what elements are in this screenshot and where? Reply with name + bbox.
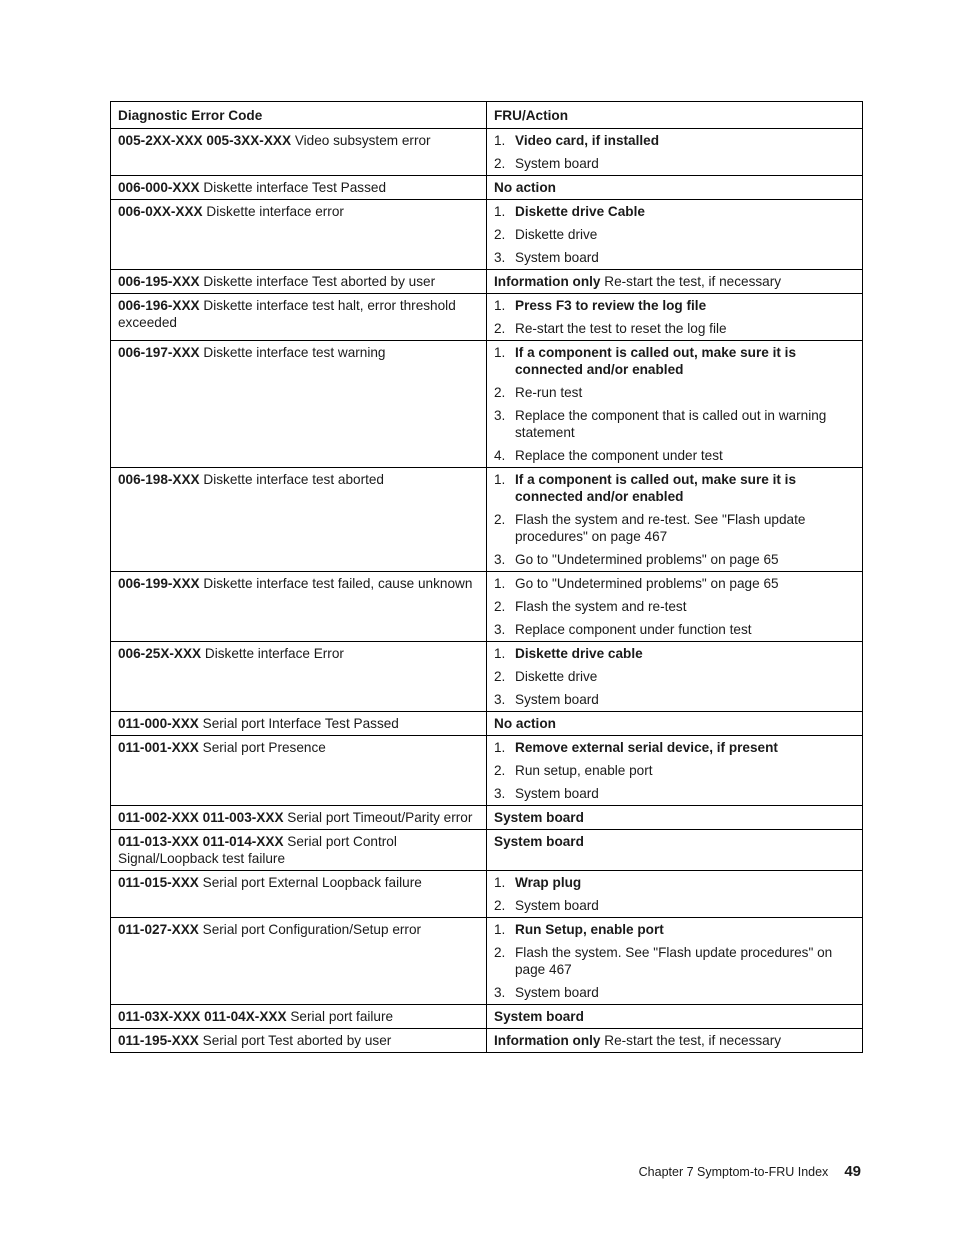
action-label: System board [494, 834, 584, 849]
error-code: 006-195-XXX [118, 274, 200, 289]
error-description: Serial port Presence [202, 740, 326, 755]
error-code-cell [111, 294, 487, 341]
action-step [494, 621, 856, 638]
error-code: 011-002-XXX 011-003-XXX [118, 810, 284, 825]
table-body [111, 129, 863, 1053]
table-row [111, 270, 863, 294]
action-step [494, 668, 856, 685]
error-description: Serial port Configuration/Setup error [202, 922, 422, 937]
error-code-cell [111, 642, 487, 712]
chapter-title: Chapter 7 Symptom-to-FRU Index [638, 1165, 829, 1179]
fru-action-cell [487, 918, 863, 1005]
error-code-cell [111, 341, 487, 468]
step-text: Press F3 to review the log file [515, 298, 707, 313]
step-text: System board [515, 250, 599, 265]
step-text: Diskette drive cable [515, 646, 643, 661]
error-code: 011-195-XXX [118, 1033, 199, 1048]
step-text: Diskette drive [515, 227, 598, 242]
fru-action-cell [487, 294, 863, 341]
error-code: 006-000-XXX [118, 180, 200, 195]
step-number: 4. [494, 448, 506, 463]
error-code: 006-198-XXX [118, 472, 200, 487]
error-code-cell [111, 572, 487, 642]
error-description: Serial port Timeout/Parity error [287, 810, 473, 825]
error-code-cell [111, 918, 487, 1005]
error-code-cell [111, 176, 487, 200]
action-step [494, 511, 856, 545]
table-row [111, 642, 863, 712]
error-code: 006-197-XXX [118, 345, 200, 360]
step-text: Go to "Undetermined problems" on page 65 [515, 576, 779, 591]
error-description: Diskette interface Error [204, 646, 344, 661]
step-number: 1. [494, 204, 506, 219]
action-label: No action [494, 716, 556, 731]
step-text: Flash the system. See "Flash update procedures" on page 467 [515, 945, 833, 977]
action-steps-list [494, 203, 856, 266]
table-row [111, 294, 863, 341]
fru-action-cell [487, 129, 863, 176]
table-row [111, 1029, 863, 1053]
fru-action-cell [487, 806, 863, 830]
step-text: System board [515, 985, 599, 1000]
error-code-cell [111, 806, 487, 830]
step-text: Replace the component that is called out in warning statement [515, 408, 827, 440]
action-step [494, 551, 856, 568]
error-description: Diskette interface test halt, error threshold exceeded [118, 298, 456, 330]
action-steps-list [494, 132, 856, 172]
error-code: 005-2XX-XXX 005-3XX-XXX [118, 133, 292, 148]
error-description: Serial port External Loopback failure [202, 875, 422, 890]
error-description: Diskette interface test warning [203, 345, 386, 360]
error-code: 011-001-XXX [118, 740, 199, 755]
action-step [494, 407, 856, 441]
step-number: 2. [494, 669, 506, 684]
action-step [494, 384, 856, 401]
step-number: 3. [494, 622, 506, 637]
fru-action-cell [487, 176, 863, 200]
action-step [494, 874, 856, 891]
action-step [494, 645, 856, 662]
fru-action-cell [487, 830, 863, 871]
step-number: 2. [494, 385, 506, 400]
action-step [494, 739, 856, 756]
action-text: Re-start the test, if necessary [604, 274, 782, 289]
error-description: Serial port Control Signal/Loopback test failure [118, 834, 397, 866]
step-text: Run setup, enable port [515, 763, 653, 778]
step-text: If a component is called out, make sure it is connected and/or enabled [515, 345, 797, 377]
action-step [494, 984, 856, 1001]
table-row [111, 129, 863, 176]
step-number: 3. [494, 692, 506, 707]
action-step [494, 155, 856, 172]
error-description: Diskette interface Test Passed [203, 180, 387, 195]
step-number: 3. [494, 250, 506, 265]
action-step [494, 203, 856, 220]
table-row [111, 918, 863, 1005]
column-header-action: FRU/Action [487, 102, 863, 129]
action-step [494, 447, 856, 464]
step-text: System board [515, 786, 599, 801]
step-number: 1. [494, 646, 506, 661]
fru-action-cell [487, 200, 863, 270]
fru-action-cell [487, 341, 863, 468]
table-row [111, 572, 863, 642]
error-code: 011-013-XXX 011-014-XXX [118, 834, 284, 849]
error-code: 006-0XX-XXX [118, 204, 203, 219]
action-step [494, 691, 856, 708]
action-steps-list [494, 739, 856, 802]
error-description: Video subsystem error [294, 133, 431, 148]
fru-action-cell [487, 572, 863, 642]
step-number: 2. [494, 321, 506, 336]
action-label: No action [494, 180, 556, 195]
step-text: Video card, if installed [515, 133, 660, 148]
action-step [494, 249, 856, 266]
action-label: Information only [494, 1033, 601, 1048]
step-number: 2. [494, 512, 506, 527]
action-steps-list [494, 344, 856, 464]
error-description: Diskette interface Test aborted by user [203, 274, 436, 289]
step-text: Go to "Undetermined problems" on page 65 [515, 552, 779, 567]
fru-action-cell [487, 270, 863, 294]
step-number: 2. [494, 763, 506, 778]
step-text: System board [515, 156, 599, 171]
action-step [494, 598, 856, 615]
error-code-cell [111, 871, 487, 918]
action-label: Information only [494, 274, 601, 289]
step-number: 3. [494, 408, 506, 423]
action-step [494, 132, 856, 149]
action-step [494, 785, 856, 802]
action-step [494, 320, 856, 337]
table-row [111, 341, 863, 468]
step-number: 2. [494, 599, 506, 614]
action-step [494, 762, 856, 779]
error-code: 011-015-XXX [118, 875, 199, 890]
step-number: 2. [494, 898, 506, 913]
step-number: 1. [494, 740, 506, 755]
action-step [494, 575, 856, 592]
error-description: Diskette interface test failed, cause unknown [203, 576, 473, 591]
action-steps-list [494, 297, 856, 337]
error-code-cell [111, 468, 487, 572]
table-row [111, 1005, 863, 1029]
table-header-row [111, 102, 863, 129]
error-code-cell [111, 1029, 487, 1053]
action-label: System board [494, 810, 584, 825]
fru-action-cell [487, 736, 863, 806]
error-code-cell [111, 712, 487, 736]
error-description: Diskette interface test aborted [203, 472, 384, 487]
column-header-code: Diagnostic Error Code [111, 102, 487, 129]
action-label: System board [494, 1009, 584, 1024]
step-text: Replace the component under test [515, 448, 723, 463]
step-number: 1. [494, 298, 506, 313]
error-description: Diskette interface error [206, 204, 344, 219]
fru-action-cell [487, 871, 863, 918]
action-step [494, 944, 856, 978]
step-number: 1. [494, 875, 506, 890]
action-steps-list [494, 471, 856, 568]
error-code: 006-25X-XXX [118, 646, 202, 661]
error-code: 006-199-XXX [118, 576, 200, 591]
step-text: Flash the system and re-test. See "Flash update procedures" on page 467 [515, 512, 806, 544]
error-code-cell [111, 129, 487, 176]
step-number: 1. [494, 472, 506, 487]
step-text: Remove external serial device, if present [515, 740, 778, 755]
step-text: System board [515, 692, 599, 707]
error-code: 011-03X-XXX 011-04X-XXX [118, 1009, 287, 1024]
error-code: 011-027-XXX [118, 922, 199, 937]
fru-action-cell [487, 1005, 863, 1029]
error-code-cell [111, 1005, 487, 1029]
step-text: Run Setup, enable port [515, 922, 664, 937]
page-number: 49 [844, 1163, 861, 1180]
step-text: Diskette drive Cable [515, 204, 645, 219]
error-description: Serial port Interface Test Passed [202, 716, 399, 731]
step-number: 1. [494, 922, 506, 937]
step-text: Re-run test [515, 385, 583, 400]
step-number: 2. [494, 227, 506, 242]
error-code-cell [111, 200, 487, 270]
error-code: 006-196-XXX [118, 298, 200, 313]
step-text: System board [515, 898, 599, 913]
step-number: 2. [494, 945, 506, 960]
error-code-cell [111, 736, 487, 806]
action-step [494, 297, 856, 314]
fru-action-cell [487, 642, 863, 712]
step-number: 1. [494, 345, 506, 360]
page-footer [639, 1163, 861, 1180]
fru-action-cell [487, 712, 863, 736]
error-code-cell [111, 830, 487, 871]
action-steps-list [494, 575, 856, 638]
action-step [494, 921, 856, 938]
error-code: 011-000-XXX [118, 716, 199, 731]
step-text: Flash the system and re-test [515, 599, 687, 614]
table-row [111, 712, 863, 736]
step-number: 3. [494, 552, 506, 567]
table-row [111, 468, 863, 572]
step-number: 3. [494, 786, 506, 801]
action-step [494, 226, 856, 243]
step-number: 2. [494, 156, 506, 171]
step-text: Re-start the test to reset the log file [515, 321, 727, 336]
step-text: Wrap plug [515, 875, 582, 890]
fru-action-cell [487, 468, 863, 572]
step-text: Diskette drive [515, 669, 598, 684]
table-row [111, 806, 863, 830]
fru-table [110, 101, 863, 1053]
table-row [111, 176, 863, 200]
action-steps-list [494, 645, 856, 708]
table-row [111, 871, 863, 918]
action-step [494, 344, 856, 378]
error-description: Serial port Test aborted by user [202, 1033, 392, 1048]
step-text: Replace component under function test [515, 622, 752, 637]
step-number: 3. [494, 985, 506, 1000]
table-row [111, 200, 863, 270]
error-description: Serial port failure [290, 1009, 394, 1024]
action-step [494, 471, 856, 505]
step-number: 1. [494, 133, 506, 148]
action-text: Re-start the test, if necessary [604, 1033, 782, 1048]
table-row [111, 736, 863, 806]
action-steps-list [494, 921, 856, 1001]
fru-action-cell [487, 1029, 863, 1053]
action-steps-list [494, 874, 856, 914]
step-text: If a component is called out, make sure it is connected and/or enabled [515, 472, 797, 504]
step-number: 1. [494, 576, 506, 591]
table-row [111, 830, 863, 871]
action-step [494, 897, 856, 914]
error-code-cell [111, 270, 487, 294]
